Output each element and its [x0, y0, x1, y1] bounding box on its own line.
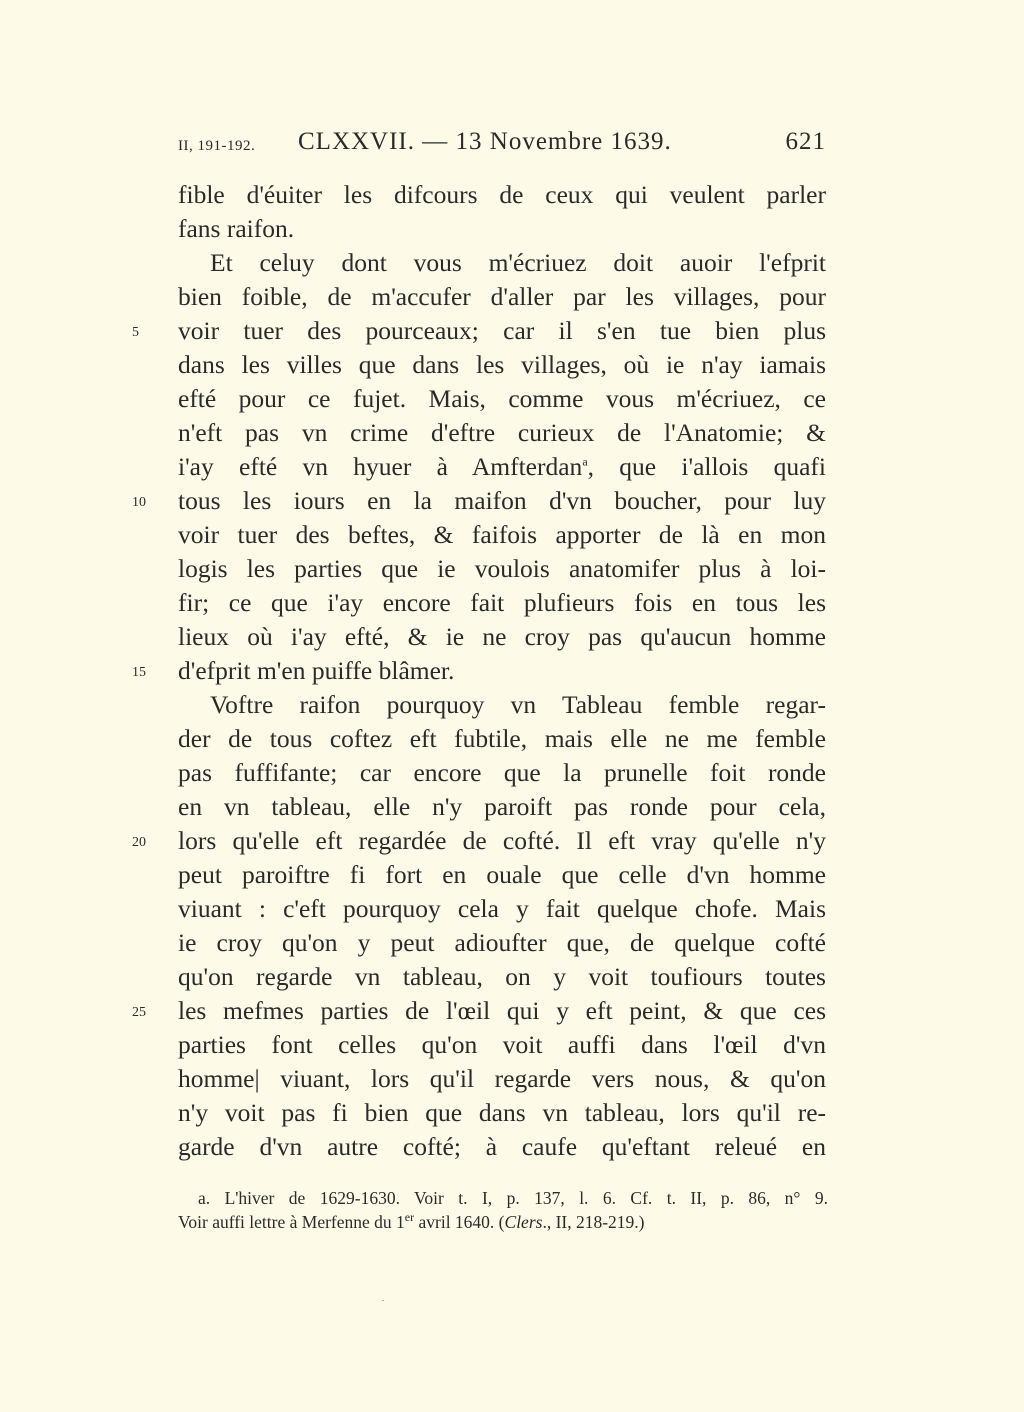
- line-text: logis les parties que ie voulois anatomifer plus à loi-: [178, 554, 826, 583]
- text-line: [178, 756, 826, 790]
- line-text: les mefmes parties de l'œil qui y eft peint, & que ces: [178, 996, 826, 1025]
- text-line: [132, 484, 826, 518]
- line-text: d'efprit m'en puiffe blâmer.: [178, 656, 455, 685]
- line-text: pas fuffifante; car encore que la prunelle foit ronde: [178, 758, 826, 787]
- text-line: [178, 1028, 826, 1062]
- text-line: [178, 892, 826, 926]
- page-number: 621: [785, 128, 826, 155]
- text-line: [132, 824, 826, 858]
- text-line: [132, 994, 826, 1028]
- line-text: lors qu'elle eft regardée de cofté. Il eft vray qu'elle n'y: [178, 826, 826, 855]
- line-text: viuant : c'eft pourquoy cela y fait quelque chofe. Mais: [178, 894, 826, 923]
- line-number: 25: [132, 1005, 146, 1020]
- line-number: 20: [132, 835, 146, 850]
- text-line: [178, 348, 826, 382]
- text-line: [178, 416, 826, 450]
- line-text: voir tuer des pourceaux; car il s'en tue bien plus: [178, 316, 826, 345]
- footnote-italic: Clers: [504, 1212, 543, 1232]
- line-text: i'ay efté vn hyuer à Amfterdan: [178, 452, 583, 481]
- footnote-text: ., II, 218-219.): [542, 1212, 645, 1232]
- line-text: homme| viuant, lors qu'il regarde vers nous, & qu'on: [178, 1064, 826, 1093]
- footnote-text: a. L'hiver de 1629-1630. Voir t. I, p. 137, l. 6. Cf. t. II, p. 86, n° 9.: [198, 1188, 828, 1208]
- text-line: [178, 586, 826, 620]
- line-text: der de tous coftez eft fubtile, mais elle ne me femble: [178, 724, 826, 753]
- text-line: [178, 280, 826, 314]
- line-text: fible d'éuiter les difcours de ceux qui veulent parler: [178, 180, 826, 209]
- text-line: [178, 450, 826, 484]
- line-text: ie croy qu'on y peut adioufter que, de quelque cofté: [178, 928, 826, 957]
- line-text: tous les iours en la maifon d'vn boucher, pour luy: [178, 486, 826, 515]
- line-text: peut paroiftre fi fort en ouale que celle d'vn homme: [178, 860, 826, 889]
- line-text: fans raifon.: [178, 214, 295, 243]
- header-reference: II, 191-192.: [178, 138, 256, 154]
- line-text: voir tuer des beftes, & faifois apporter de là en mon: [178, 520, 826, 549]
- line-number: 10: [132, 495, 146, 510]
- line-number: 15: [132, 665, 146, 680]
- text-line: [178, 620, 826, 654]
- line-text: fir; ce que i'ay encore fait plufieurs fois en tous les: [178, 588, 826, 617]
- page-speck: [382, 1300, 384, 1301]
- footnote-text: Voir auffi lettre à Merfenne du 1: [178, 1212, 405, 1232]
- text-line: [178, 926, 826, 960]
- text-line: [178, 1130, 826, 1164]
- line-text: n'eft pas vn crime d'eftre curieux de l'Anatomie; &: [178, 418, 826, 447]
- footnote-superscript: er: [404, 1210, 415, 1225]
- text-line: [178, 688, 826, 722]
- footnote-line: [178, 1186, 828, 1210]
- line-text: Et celuy dont vous m'écriuez doit auoir l'efprit: [210, 248, 826, 277]
- text-line: [178, 722, 826, 756]
- text-line: [178, 960, 826, 994]
- text-line: [178, 790, 826, 824]
- line-text: efté pour ce fujet. Mais, comme vous m'écriuez, ce: [178, 384, 826, 413]
- text-line: [178, 1062, 826, 1096]
- line-text: parties font celles qu'on voit auffi dans l'œil d'vn: [178, 1030, 826, 1059]
- text-line: [132, 654, 826, 688]
- header-title: CLXXVII. — 13 Novembre 1639.: [298, 128, 672, 155]
- line-text: , que i'allois quafi: [587, 452, 827, 481]
- main-text: [132, 178, 827, 1164]
- running-header: [178, 128, 826, 164]
- text-line: [178, 178, 826, 212]
- line-text: bien foible, de m'accufer d'aller par les villages, pour: [178, 282, 826, 311]
- text-line: [178, 212, 826, 246]
- line-text: garde d'vn autre cofté; à caufe qu'eftant releué en: [178, 1132, 826, 1161]
- footnote-line: [178, 1210, 828, 1234]
- footnote-marker: a: [582, 454, 588, 469]
- text-line: [178, 552, 826, 586]
- line-text: n'y voit pas fi bien que dans vn tableau, lors qu'il re-: [178, 1098, 826, 1127]
- text-line: [178, 518, 826, 552]
- line-text: Voftre raifon pourquoy vn Tableau femble regar-: [210, 690, 826, 719]
- text-line: [132, 314, 826, 348]
- text-line: [178, 1096, 826, 1130]
- line-text: dans les villes que dans les villages, où ie n'ay iamais: [178, 350, 826, 379]
- footnotes: [178, 1186, 828, 1234]
- text-line: [178, 858, 826, 892]
- footnote-text: avril 1640. (: [414, 1212, 505, 1232]
- text-line: [178, 382, 826, 416]
- line-number: 5: [132, 325, 139, 340]
- text-line: [178, 246, 826, 280]
- line-text: en vn tableau, elle n'y paroift pas ronde pour cela,: [178, 792, 826, 821]
- line-text: lieux où i'ay efté, & ie ne croy pas qu'aucun homme: [178, 622, 826, 651]
- line-text: qu'on regarde vn tableau, on y voit toufiours toutes: [178, 962, 826, 991]
